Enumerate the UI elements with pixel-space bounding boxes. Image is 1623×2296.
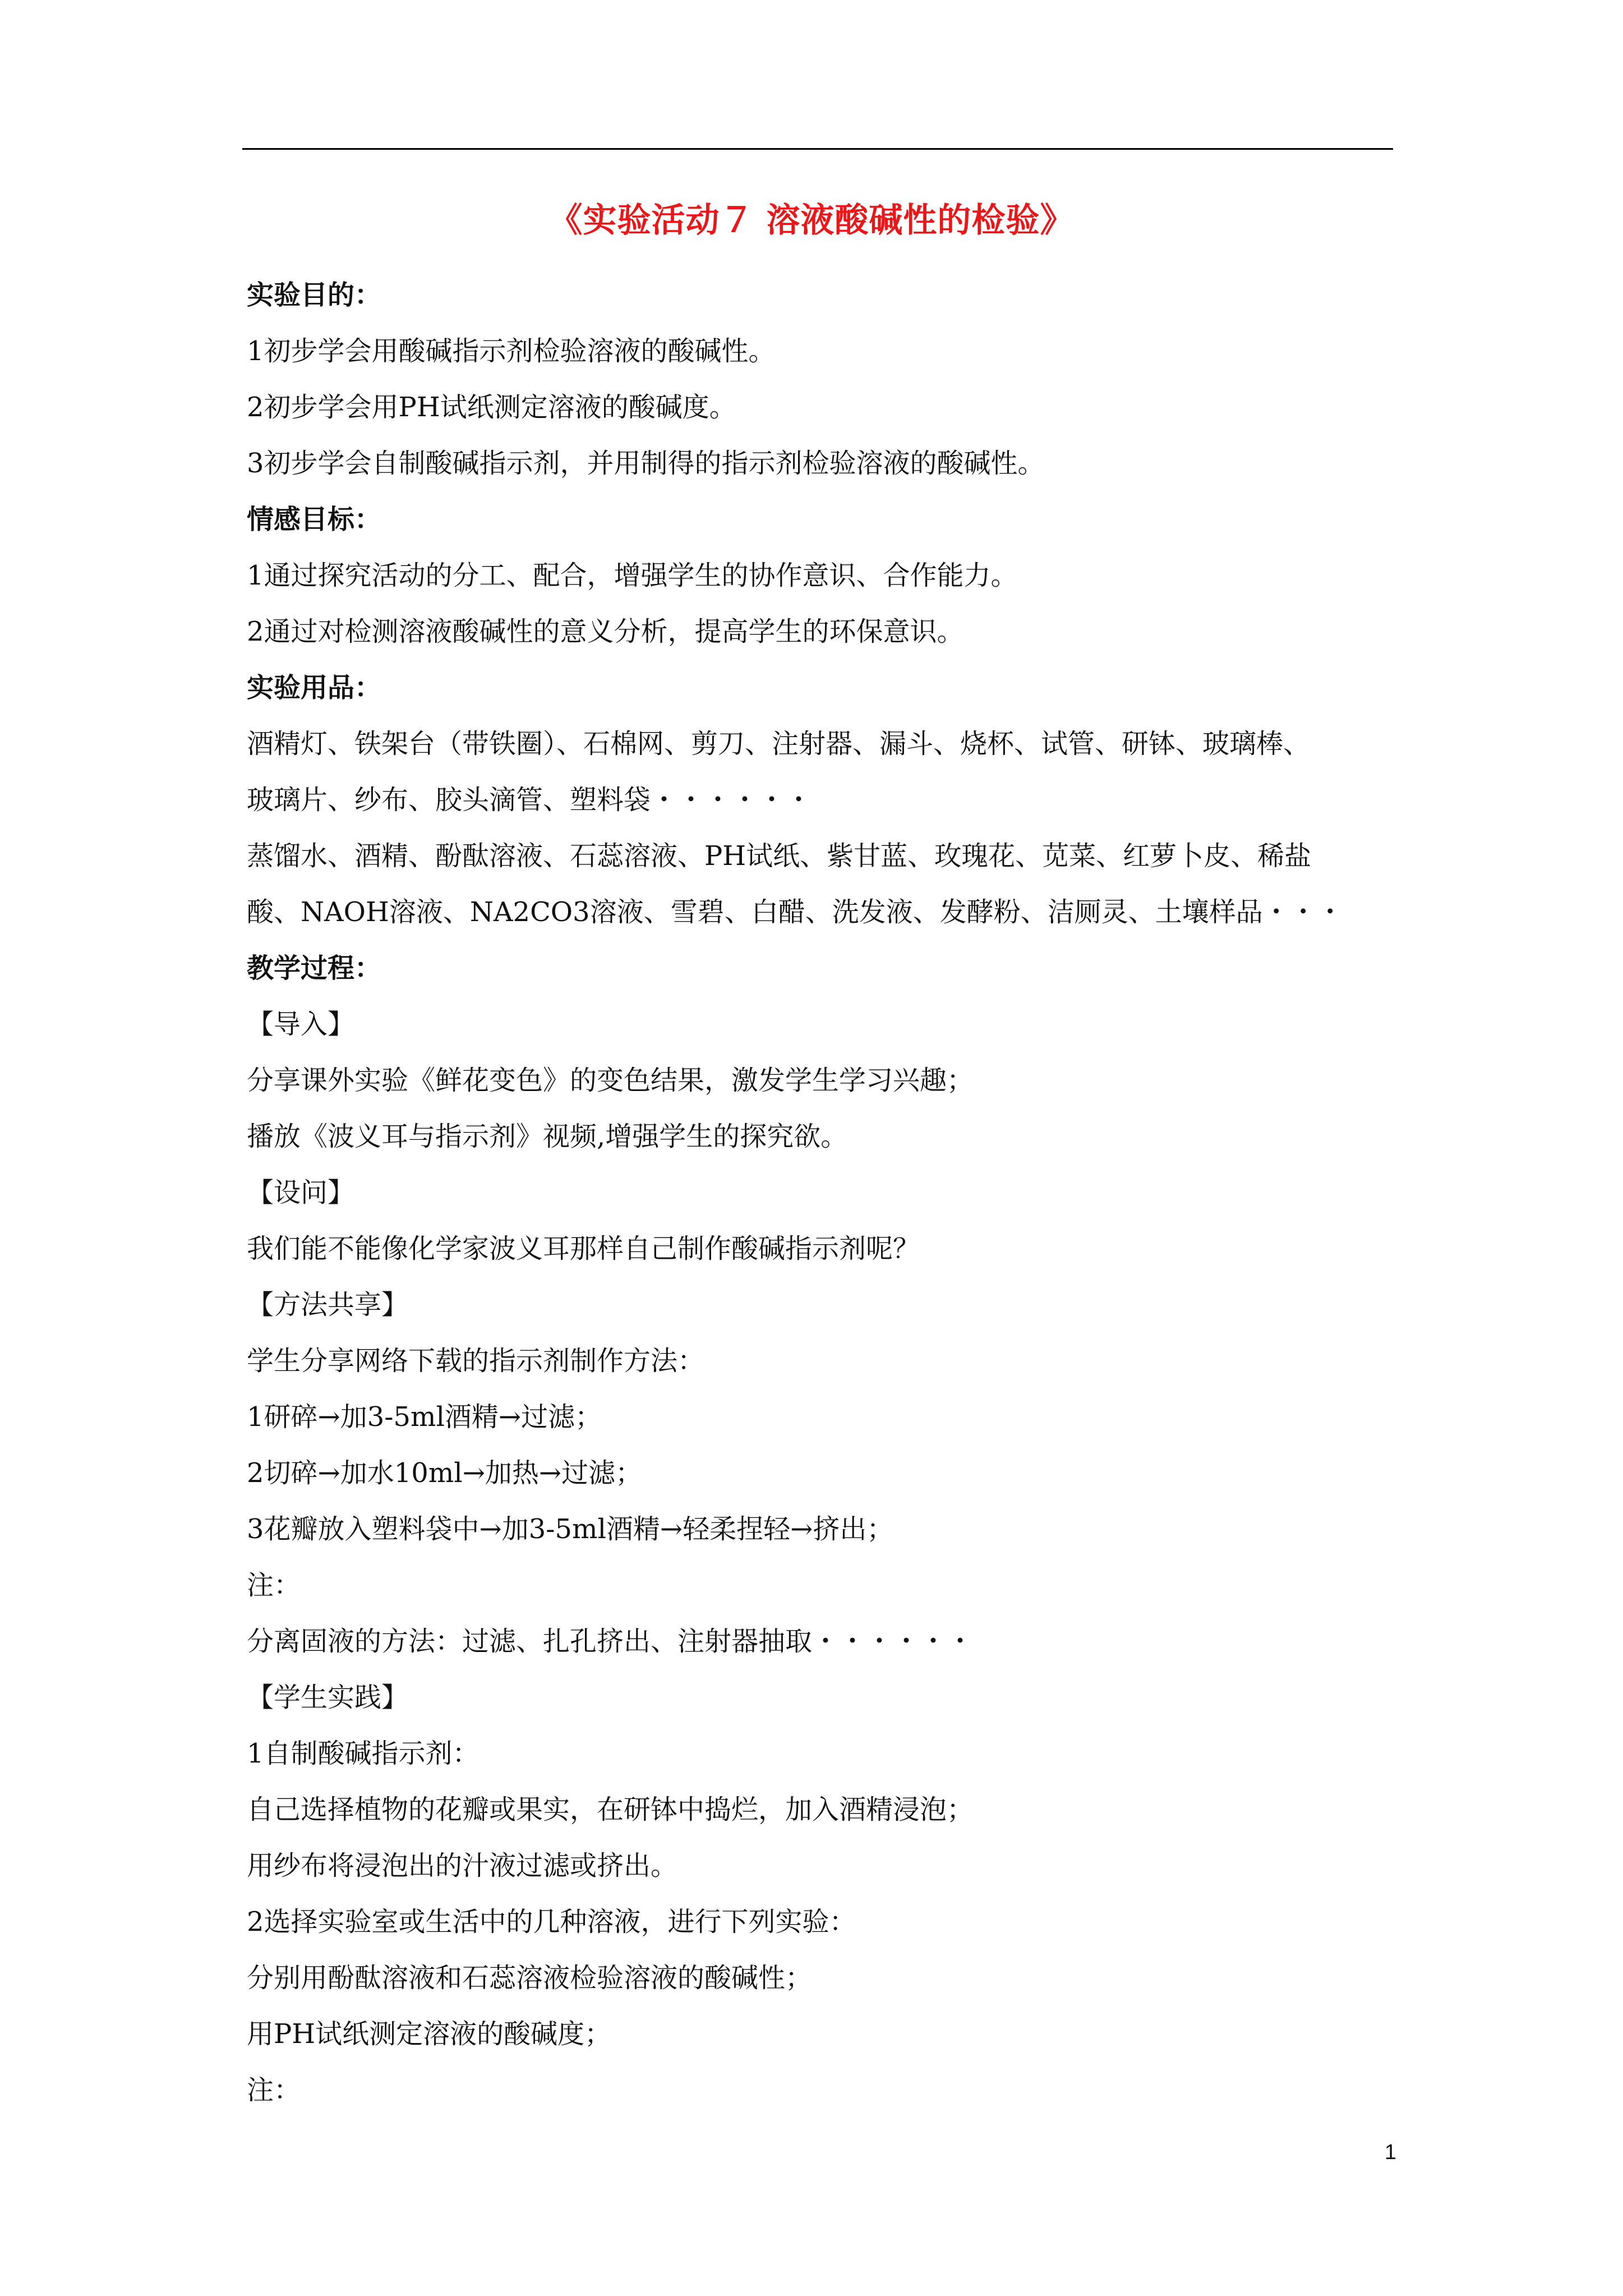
text-line: 【方法共享】 <box>247 1289 409 1320</box>
text-line: 1研碎→加3-5ml酒精→过滤； <box>247 1401 602 1433</box>
text-line: 3初步学会自制酸碱指示剂，并用制得的指示剂检验溶液的酸碱性。 <box>247 448 1045 479</box>
text-line: 1初步学会用酸碱指示剂检验溶液的酸碱性。 <box>247 335 776 367</box>
text-line: 自己选择植物的花瓣或果实，在研钵中捣烂，加入酒精浸泡； <box>247 1794 974 1825</box>
text-line: 酒精灯、铁架台（带铁圈）、石棉网、剪刀、注射器、漏斗、烧杯、试管、研钵、玻璃棒、 <box>247 728 1311 760</box>
text-line: 2通过对检测溶液酸碱性的意义分析，提高学生的环保意识。 <box>247 616 964 647</box>
text-line: 1通过探究活动的分工、配合，增强学生的协作意识、合作能力。 <box>247 560 1018 591</box>
text-line: 2初步学会用PH试纸测定溶液的酸碱度。 <box>247 392 736 423</box>
document-body <box>247 267 1391 2118</box>
section-heading: 实验目的： <box>247 279 382 311</box>
section-heading: 情感目标： <box>247 504 382 535</box>
text-line: 注： <box>247 2074 301 2106</box>
document-title: 《实验活动７ 溶液酸碱性的检验》 <box>548 201 1075 240</box>
text-line: 学生分享网络下载的指示剂制作方法： <box>247 1345 705 1377</box>
text-line: 3花瓣放入塑料袋中→加3-5ml酒精→轻柔捏轻→挤出； <box>247 1513 894 1545</box>
section-heading: 实验用品： <box>247 672 382 703</box>
text-line: 用PH试纸测定溶液的酸碱度； <box>247 2018 612 2050</box>
text-line: 1自制酸碱指示剂： <box>247 1738 479 1769</box>
text-line: 分别用酚酞溶液和石蕊溶液检验溶液的酸碱性； <box>247 1962 813 1994</box>
text-line: 【导入】 <box>247 1009 355 1040</box>
text-line: 播放《波义耳与指示剂》视频,增强学生的探究欲。 <box>247 1121 848 1152</box>
text-line: 蒸馏水、酒精、酚酞溶液、石蕊溶液、PH试纸、紫甘蓝、玫瑰花、苋菜、红萝卜皮、稀盐 <box>247 840 1312 872</box>
text-line: 我们能不能像化学家波义耳那样自己制作酸碱指示剂呢？ <box>247 1233 920 1264</box>
text-line: 酸、NAOH溶液、NA2CO3溶液、雪碧、白醋、洗发液、发酵粉、洁厕灵、土壤样品・・・ <box>247 896 1344 928</box>
text-line: 2切碎→加水10ml→加热→过滤； <box>247 1457 643 1489</box>
page-number: 1 <box>1384 2141 1396 2164</box>
text-line: 用纱布将浸泡出的汁液过滤或挤出。 <box>247 1850 678 1881</box>
text-line: 2选择实验室或生活中的几种溶液，进行下列实验： <box>247 1906 856 1938</box>
section-heading: 教学过程： <box>247 953 382 984</box>
text-line: 【学生实践】 <box>247 1682 409 1713</box>
header-rule <box>242 148 1393 150</box>
text-line: 注： <box>247 1570 301 1601</box>
text-line: 【设问】 <box>247 1177 355 1208</box>
text-line: 玻璃片、纱布、胶头滴管、塑料袋・・・・・・ <box>247 784 813 816</box>
text-line: 分享课外实验《鲜花变色》的变色结果，激发学生学习兴趣； <box>247 1065 974 1096</box>
text-line: 分离固液的方法：过滤、扎孔挤出、注射器抽取・・・・・・ <box>247 1626 974 1657</box>
